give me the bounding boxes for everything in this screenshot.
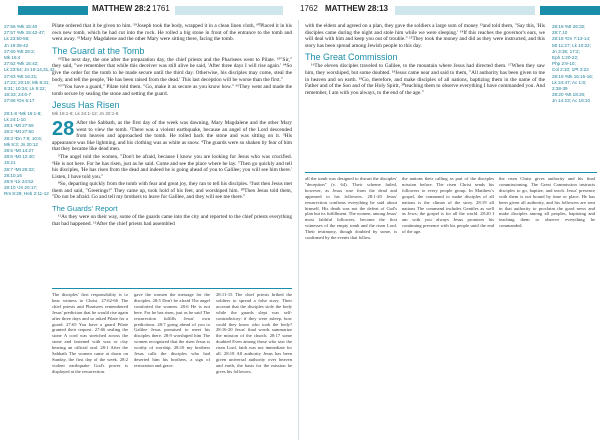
verse-paragraph: with the elders and agreed on a plan, they gave the soldiers a large sum of money ¹³and told them, "Say this, 'His disciples came during the night and stole him while we were sleeping.' ¹⁴If this reaches the governor's ears, we will deal with him and keep you out of trouble." ¹⁵They took the money and did as they were instructed, and this story has been spread among Jewish people to this day. — [305, 23, 545, 49]
header-page-right: 1762 — [300, 4, 318, 13]
cross-reference: 28:5 ¹Mt 14:27 — [4, 148, 34, 154]
header-bar-right — [540, 6, 600, 15]
verse-paragraph: ¹¹As they were on their way, some of the guards came into the city and reported to the chief priests everything that had happened. ¹²After the chief priests had assembled — [52, 214, 292, 227]
verse-paragraph: ⁵The angel told the women, "Don't be afraid, because I know you are looking for Jesus who was crucified. ⁶He is not here. For he has risen, just as he said. Come and see the place where he lay. ⁷Then go quickly and tell his disciples, 'He has risen from the dead and indeed he is going ahead of you to Galilee; you will see him there.' Listen, I have told you." — [52, 153, 292, 180]
header-page-left: 1761 — [152, 4, 170, 13]
cross-reference: 28:2 ¹Mt 27:60 — [4, 129, 34, 135]
scripture-column-left — [52, 23, 292, 228]
study-notes-col: The disciples' first responsibility is to bear witness to Christ. 27:62-66 The chief priests and Pharisees remembered Jesus' prediction that he would rise again after three days and so asked Pilate for a guard. 27:65 You have a guard Pilate granted their request. 27:66 sealing the stone A cord was stretched across the stone and fastened with wax or clay bearing an official seal. 28:1 After the Sabbath The women came at dawn on Sunday, the first day of the week. 28:2 violent earthquake God's power is displayed at the resurrection. — [52, 292, 128, 374]
gutter-divider — [298, 20, 299, 440]
verse-paragraph: ¹⁶The eleven disciples traveled to Galilee, to the mountain where Jesus had directed them. ¹⁷When they saw him, they worshiped, but some doubted. ¹⁸Jesus came near and said to them, "All authority has been given to me in heaven and on earth. ¹⁹Go, therefore, and make disciples of all nations, baptizing them in the name of the Father and of the Son and of the Holy Spirit, ²⁰teaching them to observe everything I have commanded you. And remember, I am with you always, to the end of the age." — [305, 63, 545, 96]
cross-reference: 28:19 ¹Mk 16:15-16; — [552, 73, 594, 79]
cross-reference: 28:10,16 — [4, 172, 22, 178]
cross-reference: 28:7 ¹Mt 26:32; — [4, 166, 35, 172]
study-notes-col: gave the women the message for the disciples. 28:5 Don't be afraid The angel comforted the women. 28:6 He is not here. For he has risen, just as he said The resurrection fulfills Jesus' own predictions. 28:7 going ahead of you to Galilee Jesus promised to meet his disciples there. 28:9 worshiped him The women recognized that the risen Jesus is worthy of worship. 28:10 my brothers Jesus calls the disciples who had deserted him his brothers, a sign of restoration and grace. — [134, 292, 210, 368]
verse-paragraph — [52, 117, 292, 153]
chapter-number: 28 — [52, 117, 75, 140]
cross-reference: 28:1 ¹Mt 27:56 — [4, 123, 34, 129]
notes-divider-right — [305, 172, 597, 173]
cross-reference: Eph 1:20-22; — [552, 55, 579, 61]
cross-reference: Col 2:10; 1Pt 3:22 — [552, 67, 589, 73]
cross-reference: Lk 24:1-10 — [4, 117, 26, 123]
study-notes-col: all the tomb was designed to thwart the disciples' "deception" (v. 64). Their scheme failed, however, as Jesus rose from the dead and appeared to his followers. 28:1-20 Jesus' resurrection confirms everything he said about himself. His death was not the defeat of God's plan but its fulfillment. The women, among Jesus' most faithful followers, become the first witnesses of the empty tomb and the risen Lord. Their testimony, though doubted by some, is confirmed by the events that follow. — [305, 176, 397, 241]
verse-paragraph: ⁸So, departing quickly from the tomb with fear and great joy, they ran to tell his disciples. ⁹Just then Jesus met them and said, "Greetings!" They came up, took hold of his feet, and worshiped him. ¹⁰Then Jesus told them, "Do not be afraid. Go and tell my brothers to leave for Galilee, and they will see me there." — [52, 181, 292, 201]
cross-reference: 2:38-39 — [552, 86, 568, 92]
cross-reference: 17:23; 20:19; Mk 8:31; — [4, 79, 50, 85]
study-notes-col: 28:11-15 The chief priests bribed the soldiers to spread a false story. Their account that the disciples stole the body while the guards slept was self-contradictory: if they were asleep, how could they know who took the body? 28:16-20 Jesus' final words summarize the mission of the church. 28:17 some doubted Even among those who saw the risen Lord, faith was not immediate for all. 28:18 All authority Jesus has been given universal authority over heaven and earth, the basis for the mission he gives his followers. — [216, 292, 292, 374]
study-notes-col: the nations their calling as part of the disciples mission before. The risen Christ sends his followers to every people group. In Matthew's gospel, the command to make disciples of all nations is the climax of the story. 28:19 all nations The command includes Gentiles as well as Jews; the gospel is for all the world. 28:20 I am with you always Jesus promises his continuing presence with his people until the end of the age. — [402, 176, 494, 235]
cross-reference: 28:9 ¹Lk 24:52 — [4, 179, 34, 185]
cross-reference: 28:1-8 ¹Mk 16:1-8; — [4, 110, 42, 116]
section-heading: The Great Commission — [305, 52, 398, 63]
cross-reference: 28:10 ¹Jn 20:17; — [4, 185, 38, 191]
cross-reference: 16:21 — [4, 160, 16, 166]
cross-reference: 28:20 ¹Mt 18:20; — [552, 92, 586, 98]
cross-reference: 27:56 ¹Mk 15:40 — [4, 24, 38, 29]
cross-reference: Jn 19:38-42 — [4, 42, 29, 48]
section-heading: The Guards' Report — [52, 204, 118, 214]
verse-text: ⁶⁰Placed it in his own new tomb, which he had cut into the rock. He rolled a big stone in front of the entrance to the tomb and went away. ⁶¹Mary Magdalene and the other Mary were sitting there, facing the tomb. — [52, 23, 292, 43]
cross-reference: Lk 23:54; Jn 19:14,31,42 — [4, 67, 55, 73]
notes-divider-left — [52, 288, 292, 289]
cross-reference: Lk 23:50-56; — [4, 36, 30, 42]
cross-reference: Mt 11:27; Lk 10:22; — [552, 42, 591, 48]
cross-reference: 28:7,10 — [552, 30, 568, 36]
cross-reference: 27:57 ¹Mk 15:42-47; — [4, 30, 46, 36]
section-heading: Jesus Has Risen — [52, 100, 120, 111]
cross-reference: Rm 8:29; Heb 2:11-12 — [4, 191, 49, 197]
header-bar-left — [18, 6, 88, 15]
cross-references-left — [4, 24, 55, 198]
cross-reference: 27:62 ¹Mk 15:42; — [4, 61, 39, 67]
verse-paragraph: ⁶²The next day, the one after the preparation day, the chief priests and the Pharisees went to Pilate. ⁶³"Sir," they said, "we remember that while this deceiver was still alive he said, 'After three days I will rise again.' ⁶⁴So give the order for the tomb to be made secure until the third day. Otherwise, his disciples may come, steal the body, and tell the people, 'He has been raised from the dead.' This last deception will be worse than the first." — [52, 56, 292, 83]
cross-reference: 28:18 ¹Dn 7:13-14; — [552, 36, 591, 42]
cross-reference: 27:60 ¹Mt 28:2; — [4, 48, 35, 54]
verse-paragraph: ⁶⁵"You have a guard," Pilate told them. "Go, make it as secure as you know how." ⁶⁶They went and made the tomb secure by sealing the stone and setting the guard. — [52, 84, 292, 97]
verse-text: After the Sabbath, as the first day of the week was dawning, Mary Magdalene and the other Mary went to view the tomb. ²There was a violent earthquake, because an angel of the Lord descended from heaven and approached the tomb. He rolled back the stone and was sitting on it. ³His appearance was like lightning, and his clothing was as white as snow. ⁴The guards were so shaken by fear of him that they became like dead men. — [52, 119, 292, 153]
cross-references-right — [552, 24, 598, 105]
verse-paragraph — [52, 23, 292, 43]
cross-reference: Php 2:9-10; — [552, 61, 576, 67]
section-heading: The Guard at the Tomb — [52, 45, 145, 56]
cross-reference: 9:31; 10:34; Lk 9:22; — [4, 86, 46, 92]
cross-reference: Lk 24:47; Ac 1:8; — [552, 79, 587, 85]
study-notes-col: the risen Christ gives authority and his final commissioning. The Great Commission instructs disciples to go, baptize, and teach. Jesus' presence with them is not bound by time or place. He has been given all authority, and his followers are sent in that authority to proclaim the good news and make disciples among all peoples, baptizing and teaching them to observe everything he commanded. — [499, 176, 595, 229]
header-book-left: MATTHEW 28:2 — [92, 4, 151, 13]
verse-text: Pilate ordered that it be given to him. ⁵⁹Joseph took the body, wrapped it in a clean linen cloth, — [52, 23, 255, 29]
scripture-column-right — [305, 23, 545, 97]
cross-reference: Mk 9:3; Jn 20:12 — [4, 141, 38, 147]
cross-reference: Jn 14:23; Ac 18:10 — [552, 98, 591, 104]
header-bar-mid-left — [175, 6, 283, 15]
page-header — [0, 0, 600, 20]
cross-reference: Mk 16:4 — [4, 55, 21, 61]
cross-reference: 28:6 ¹Mt 12:40; — [4, 154, 35, 160]
cross-reference: 18:33; 24:6-7 — [4, 92, 32, 98]
cross-reference: Jn 3:35; 17:2; — [552, 48, 580, 54]
header-book-right: MATTHEW 28:13 — [325, 4, 388, 13]
header-bar-mid-right — [395, 6, 535, 15]
parallel-references: Mk 16:1-8; Lk 24:1-12; Jn 20:1-8 — [52, 111, 119, 117]
cross-reference: 27:66 ¹Dn 6:17 — [4, 98, 35, 104]
cross-reference: 28:3 ¹Dn 7:9; 10:6; — [4, 135, 43, 141]
cross-reference: 28:16 ¹Mt 26:32; — [552, 24, 586, 29]
cross-reference: 27:63 ¹Mt 16:21; — [4, 73, 38, 79]
